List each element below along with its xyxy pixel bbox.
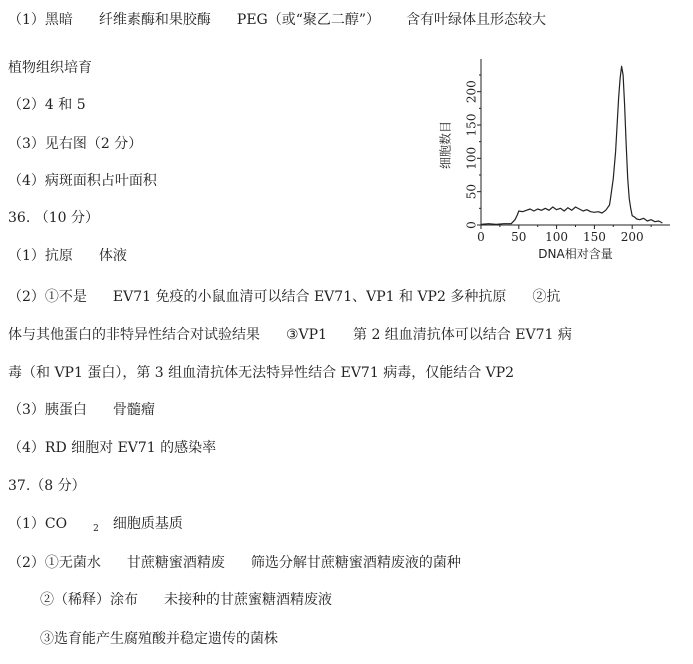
answer-text: 植物组织培育 [8,60,92,76]
answer-text: （4）RD 细胞对 EV71 的感染率 [8,440,217,456]
answer-line [8,134,142,154]
answer-text: （2）4 和 5 [8,97,86,113]
x-axis-title: DNA相对含量 [538,247,613,261]
answer-text: 体液 [98,248,127,264]
answer-line [8,287,560,307]
question-heading [8,208,99,228]
dna-histogram-chart [430,55,692,270]
answer-text: （2）①不是 [8,289,87,305]
answer-line [40,590,332,610]
answer-line [8,58,92,78]
answer-text: 含有叶绿体且形态较大 [406,12,547,28]
x-tick-label: 100 [545,230,569,244]
answer-line [8,171,157,191]
answer-text: （1）CO [8,516,68,532]
answer-text: 筛选分解甘蔗糖蜜酒精废液的菌种 [250,555,461,571]
answer-line [40,629,278,649]
answer-text: 37.（8 分） [8,478,86,494]
answer-text: （3）见右图（2 分） [8,136,143,152]
answer-text: （2）①无菌水 [8,555,101,571]
answer-text: 第 2 组血清抗体可以结合 EV71 病 [353,327,572,343]
y-tick-label: 50 [464,184,479,200]
answer-text: ③VP1 [286,327,327,343]
answer-text: 36. （10 分） [8,210,99,226]
answer-text: 骨髓瘤 [112,402,155,418]
answer-text: PEG（或“聚乙二醇”） [236,12,381,28]
answer-text: 未接种的甘蔗蜜糖酒精废液 [164,592,332,608]
answer-text: （1）黑暗 [8,12,73,28]
answer-text: 细胞质基质 [112,516,183,532]
answer-text: ②（稀释）涂布 [40,592,138,608]
chart-canvas [430,55,692,270]
answer-line [8,246,127,266]
answer-text: （3）胰蛋白 [8,402,87,418]
x-tick-label: 150 [582,230,606,244]
answer-text: 纤维素酶和果胶酶 [98,12,211,28]
answer-text: 毒（和 VP1 蛋白），第 3 组血清抗体无法特异性结合 EV71 病毒，仅能结合 VP2 [8,365,515,381]
x-tick-label: 50 [511,230,527,244]
answer-text: ②抗 [532,289,561,305]
answer-line [8,10,546,30]
x-tick-label: 200 [620,230,644,244]
answer-text: 体与其他蛋白的非特异性结合对试验结果 [8,327,260,343]
answer-text: 甘蔗糖蜜酒精废 [126,555,225,571]
answer-line [8,95,86,115]
answer-line [8,325,572,345]
x-tick-label: 0 [477,230,485,244]
y-tick-label: 0 [464,221,479,229]
answer-text: EV71 免疫的小鼠血清可以结合 EV71、VP1 和 VP2 多种抗原 [112,289,507,305]
answer-line [8,438,216,458]
question-heading [8,476,86,496]
answer-line [8,514,183,534]
y-axis-title: 细胞数目 [438,120,453,170]
answer-text: （4）病斑面积占叶面积 [8,173,157,189]
answer-line [8,553,461,573]
y-tick-label: 150 [464,113,479,137]
y-tick-label: 100 [464,146,479,170]
answer-line [8,363,514,383]
answer-text: （1）抗原 [8,248,73,264]
answer-text: ③选育能产生腐殖酸并稳定遗传的菌株 [40,631,278,647]
series-line [481,66,662,224]
subscript-text: 2 [93,524,99,534]
y-tick-label: 200 [464,80,479,104]
answer-line [8,400,155,420]
